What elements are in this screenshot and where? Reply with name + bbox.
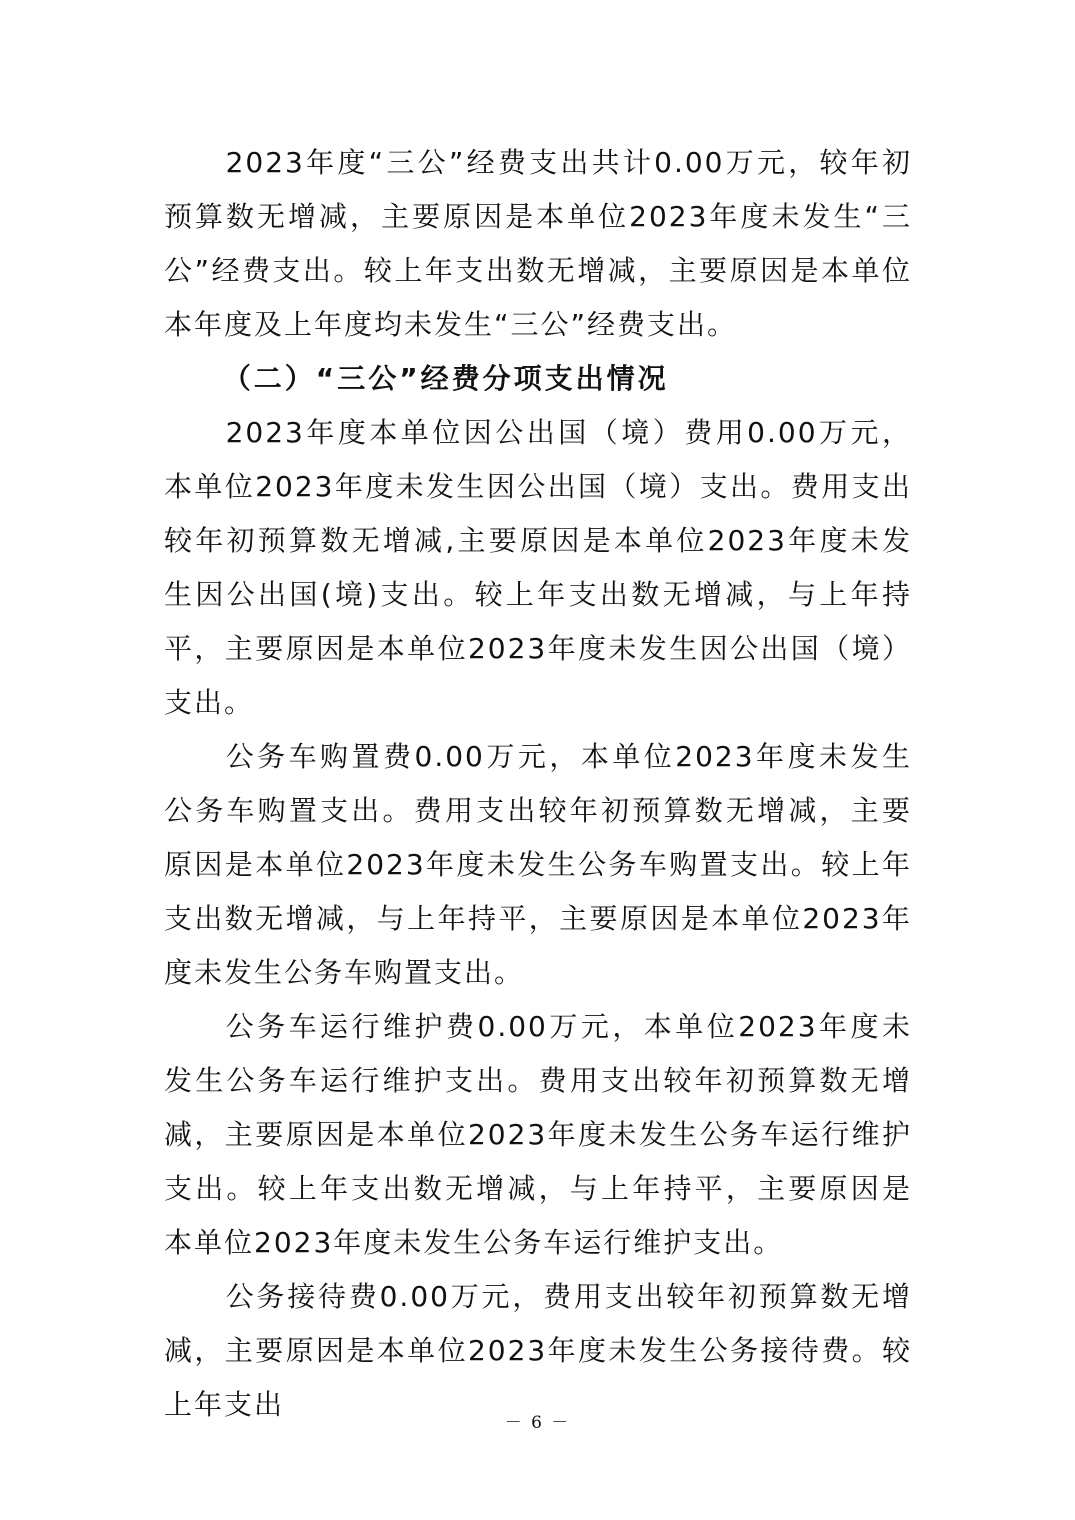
paragraph-total-expense: 2023年度“三公”经费支出共计0.00万元，较年初预算数无增减，主要原因是本单位2023年度未发生“三公”经费支出。较上年支出数无增减，主要原因是本单位本年度及上年度均未发生“三公”经费支出。 [164,146,912,341]
paragraph-reception: 公务接待费0.00万元，费用支出较年初预算数无增减，主要原因是本单位2023年度未发生公务接待费。较上年支出 [164,1280,912,1421]
section-heading: （二）“三公”经费分项支出情况 [222,362,669,395]
paragraph-overseas-travel: 2023年度本单位因公出国（境）费用0.00万元，本单位2023年度未发生因公出国（境）支出。费用支出较年初预算数无增减,主要原因是本单位2023年度未发生因公出国(境)支出。较上年支出数无增减，与上年持平，主要原因是本单位2023年度未发生因公出国（境）支出。 [164,416,912,719]
paragraph-vehicle-purchase: 公务车购置费0.00万元，本单位2023年度未发生公务车购置支出。费用支出较年初预算数无增减，主要原因是本单位2023年度未发生公务车购置支出。较上年支出数无增减，与上年持平，主要原因是本单位2023年度未发生公务车购置支出。 [164,740,912,989]
paragraph-vehicle-maintenance: 公务车运行维护费0.00万元，本单位2023年度未发生公务车运行维护支出。费用支出较年初预算数无增减，主要原因是本单位2023年度未发生公务车运行维护支出。较上年支出数无增减，与上年持平，主要原因是本单位2023年度未发生公务车运行维护支出。 [164,1010,912,1259]
document-body [164,136,912,1432]
page-number: － 6 － [504,1413,571,1433]
